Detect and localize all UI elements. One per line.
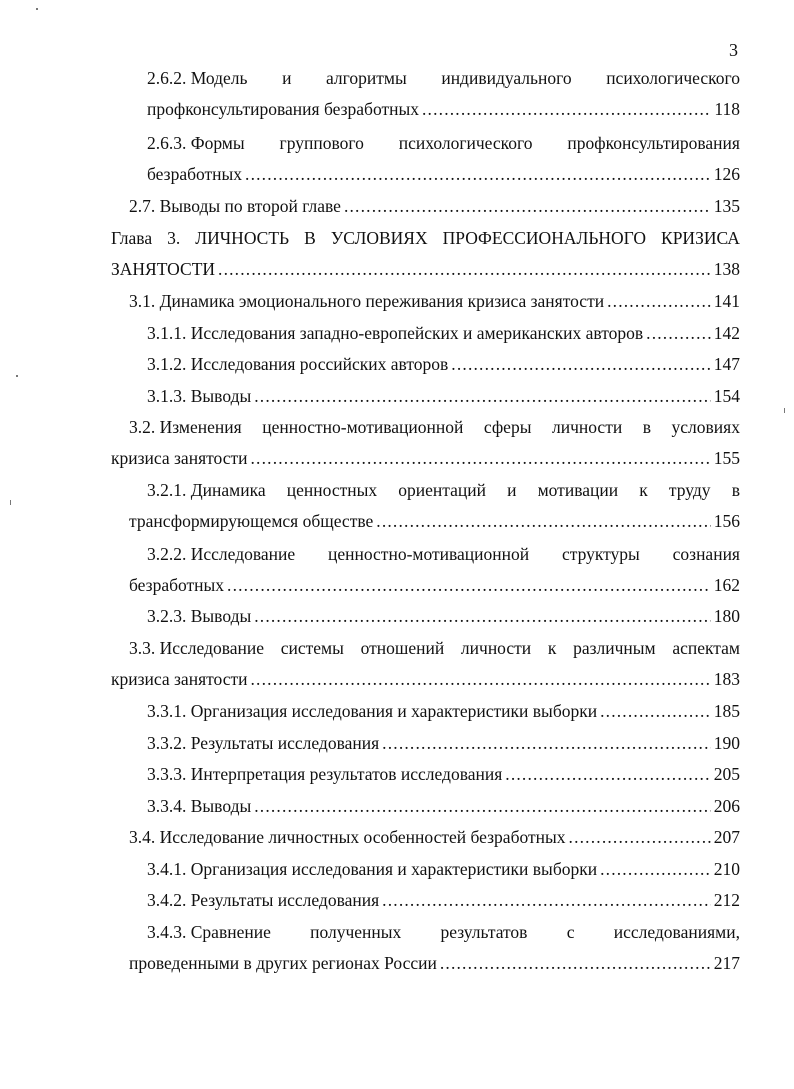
dot-leader: [254, 381, 711, 412]
entry-word: сферы: [483, 417, 532, 437]
toc-entry-ch3[interactable]: [111, 223, 740, 285]
entry-word: аспектам: [672, 638, 740, 658]
entry-word: профконсультирования: [567, 133, 740, 153]
entry-title: трансформирующемся обществе: [129, 511, 374, 531]
entry-word: условиях: [671, 417, 740, 437]
toc-entry-2-6-2[interactable]: [147, 63, 740, 125]
entry-page-number: 180: [713, 606, 740, 626]
toc-entry-3-2-3[interactable]: [147, 601, 740, 632]
entry-title: 3.4.1. Организация исследования и характеристики выборки: [147, 859, 598, 879]
entry-word: различным: [573, 638, 656, 658]
entry-page-number: 126: [713, 164, 740, 184]
toc-entry-3-3-1[interactable]: [147, 696, 740, 727]
toc-entry-2-7[interactable]: [129, 191, 740, 222]
dot-leader: [254, 601, 711, 632]
scan-speck: [16, 375, 18, 377]
entry-page-number: 206: [713, 796, 740, 816]
dot-leader: [251, 443, 711, 474]
toc-entry-3-2-2[interactable]: [129, 539, 740, 601]
entry-word: ЛИЧНОСТЬ: [195, 228, 290, 248]
entry-page-number: 162: [713, 575, 740, 595]
entry-title: 3.1.3. Выводы: [147, 386, 252, 406]
toc-entry-3-1-1[interactable]: [147, 318, 740, 349]
toc-entry-3-2[interactable]: [111, 412, 740, 474]
entry-word: 3.2. Изменения: [129, 417, 242, 437]
dot-leader: [254, 791, 711, 822]
toc-entry-3-4-3[interactable]: [129, 917, 740, 979]
entry-title: 3.1. Динамика эмоционального переживания кризиса занятости: [129, 291, 605, 311]
entry-page-number: 135: [713, 196, 740, 216]
entry-word: труду: [668, 480, 711, 500]
entry-title: кризиса занятости: [111, 669, 248, 689]
entry-word: исследованиями,: [613, 922, 740, 942]
entry-title: 3.3.1. Организация исследования и характеристики выборки: [147, 701, 598, 721]
entry-title: ЗАНЯТОСТИ: [111, 259, 216, 279]
entry-word: к: [547, 638, 557, 658]
entry-word: и: [282, 68, 292, 88]
dot-leader: [422, 94, 711, 125]
entry-word: КРИЗИСА: [661, 228, 740, 248]
dot-leader: [569, 822, 711, 853]
toc-entry-3-3-2[interactable]: [147, 728, 740, 759]
entry-page-number: 147: [713, 354, 740, 374]
dot-leader: [505, 759, 710, 790]
toc-entry-3-2-1[interactable]: [129, 475, 740, 537]
entry-page-number: 205: [713, 764, 740, 784]
entry-word: в: [731, 480, 740, 500]
scan-speck: [784, 408, 785, 413]
entry-title: 2.7. Выводы по второй главе: [129, 196, 341, 216]
entry-page-number: 207: [713, 827, 740, 847]
entry-title: кризиса занятости: [111, 448, 248, 468]
entry-word: 3.2.2. Исследование: [147, 544, 296, 564]
entry-page-number: 141: [713, 291, 740, 311]
dot-leader: [245, 159, 711, 190]
entry-word: 2.6.2. Модель: [147, 68, 248, 88]
entry-page-number: 210: [713, 859, 740, 879]
entry-word: и: [507, 480, 517, 500]
entry-word: 3.4.3. Сравнение: [147, 922, 271, 942]
entry-word: В: [304, 228, 316, 248]
toc-entry-3-4[interactable]: [129, 822, 740, 853]
entry-title: 3.3.2. Результаты исследования: [147, 733, 380, 753]
entry-word: ценностно-мотивационной: [327, 544, 530, 564]
dot-leader: [451, 349, 710, 380]
entry-page-number: 212: [713, 890, 740, 910]
entry-page-number: 217: [713, 953, 740, 973]
entry-word: с: [566, 922, 575, 942]
entry-word: ценностно-мотивационной: [262, 417, 464, 437]
entry-title: проведенными в других регионах России: [129, 953, 437, 973]
entry-page-number: 190: [713, 733, 740, 753]
entry-word: ценностных: [286, 480, 378, 500]
dot-leader: [646, 318, 711, 349]
entry-word: отношений: [360, 638, 445, 658]
entry-word: индивидуального: [441, 68, 572, 88]
entry-title: 3.4.2. Результаты исследования: [147, 890, 380, 910]
dot-leader: [227, 570, 711, 601]
entry-word: полученных: [310, 922, 402, 942]
entry-title: безработных: [147, 164, 243, 184]
entry-page-number: 142: [713, 323, 740, 343]
entry-title: 3.3.4. Выводы: [147, 796, 252, 816]
entry-word: личности: [551, 417, 623, 437]
entry-title: безработных: [129, 575, 225, 595]
entry-word: ПРОФЕССИОНАЛЬНОГО: [442, 228, 646, 248]
entry-word: сознания: [672, 544, 740, 564]
entry-word: в: [642, 417, 651, 437]
entry-word: результатов: [440, 922, 528, 942]
toc-entry-3-3-3[interactable]: [147, 759, 740, 790]
dot-leader: [600, 696, 711, 727]
dot-leader: [218, 254, 711, 285]
dot-leader: [251, 664, 711, 695]
dot-leader: [440, 948, 711, 979]
entry-title: 3.1.1. Исследования западно-европейских и американских авторов: [147, 323, 644, 343]
entry-title: профконсультирования безработных: [147, 99, 419, 119]
entry-page-number: 154: [713, 386, 740, 406]
dot-leader: [382, 885, 711, 916]
entry-page-number: 155: [713, 448, 740, 468]
entry-title: 3.1.2. Исследования российских авторов: [147, 354, 449, 374]
scan-speck: [10, 500, 11, 505]
entry-page-number: 156: [713, 511, 740, 531]
dot-leader: [382, 728, 711, 759]
entry-word: 2.6.3. Формы: [147, 133, 245, 153]
entry-word: 3.3. Исследование: [129, 638, 265, 658]
entry-page-number: 183: [713, 669, 740, 689]
entry-word: алгоритмы: [326, 68, 407, 88]
entry-title: 3.4. Исследование личностных особенностей безработных: [129, 827, 566, 847]
entry-word: структуры: [561, 544, 640, 564]
entry-word: системы: [280, 638, 344, 658]
entry-word: 3.: [167, 228, 181, 248]
entry-title: 3.3.3. Интерпретация результатов исследования: [147, 764, 503, 784]
dot-leader: [600, 854, 711, 885]
entry-page-number: 138: [713, 259, 740, 279]
toc-entry-3-3[interactable]: [111, 633, 740, 695]
toc-entry-3-1-3[interactable]: [147, 381, 740, 412]
entry-word: группового: [279, 133, 364, 153]
entry-word: мотивации: [537, 480, 619, 500]
entry-word: ориентаций: [398, 480, 486, 500]
entry-word: к: [639, 480, 648, 500]
dot-leader: [607, 286, 711, 317]
entry-word: психологического: [398, 133, 533, 153]
toc-entry-3-4-2[interactable]: [147, 885, 740, 916]
toc-entry-2-6-3[interactable]: [147, 128, 740, 190]
entry-word: УСЛОВИЯХ: [330, 228, 428, 248]
toc-entry-3-3-4[interactable]: [147, 791, 740, 822]
scan-speck: [36, 8, 38, 10]
dot-leader: [376, 506, 710, 537]
toc-entry-3-1[interactable]: [129, 286, 740, 317]
entry-word: психологического: [606, 68, 740, 88]
entry-word: 3.2.1. Динамика: [147, 480, 266, 500]
entry-word: Глава: [111, 228, 153, 248]
entry-page-number: 185: [713, 701, 740, 721]
dot-leader: [344, 191, 711, 222]
page-number: 3: [729, 40, 738, 60]
entry-word: личности: [460, 638, 532, 658]
entry-title: 3.2.3. Выводы: [147, 606, 252, 626]
entry-page-number: 118: [714, 99, 740, 119]
toc-entry-3-1-2[interactable]: [147, 349, 740, 380]
toc-entry-3-4-1[interactable]: [147, 854, 740, 885]
